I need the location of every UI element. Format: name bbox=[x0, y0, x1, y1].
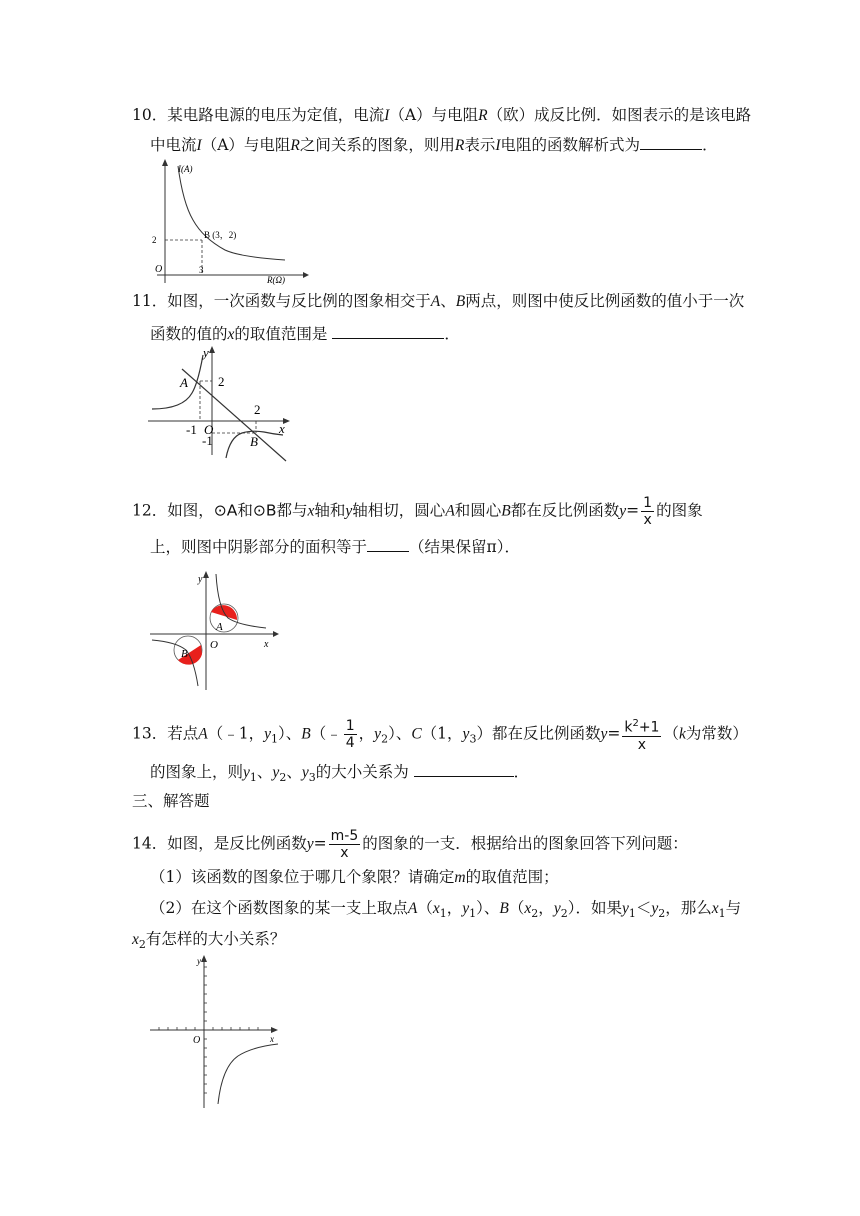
q11-graph bbox=[148, 345, 293, 465]
y-arrow-icon bbox=[203, 571, 209, 578]
q11-line2: 函数的值的x的取值范围是 ． bbox=[150, 322, 460, 346]
tick-x-3: 3 bbox=[199, 265, 204, 275]
x-label: x bbox=[270, 1034, 274, 1044]
q14-graph bbox=[148, 952, 288, 1112]
fraction-k2plus1-over-x: $\frac{k^2+1}{x}$ bbox=[624, 718, 660, 753]
y-label: y bbox=[203, 345, 209, 360]
x-axis-label: R(Ω) bbox=[267, 275, 285, 285]
y-arrow-icon bbox=[201, 955, 207, 962]
tick-x-2: 2 bbox=[254, 402, 261, 417]
answer-blank bbox=[414, 760, 514, 777]
hyperbola-branch bbox=[218, 1044, 278, 1104]
y-axis-label: I(A) bbox=[178, 164, 193, 174]
origin-label: O bbox=[210, 639, 218, 651]
answer-blank bbox=[367, 535, 409, 552]
x-arrow-icon bbox=[303, 272, 309, 278]
q12-line1: 12．如图，⊙A和⊙B都与x轴和y轴相切，圆心A和圆心B都在反比例函数y= $\frac{1}{x}$ 的图象 bbox=[132, 495, 703, 528]
q11-line1: 11．如图，一次函数与反比例的图象相交于A、B两点，则图中使反比例函数的值小于一次 bbox=[132, 292, 745, 310]
point-b-label: B bbox=[250, 434, 258, 449]
q13-line2: 的图象上，则$y_1$、$y_2$、$y_3$的大小关系为 ． bbox=[150, 760, 529, 789]
q10-graph bbox=[145, 158, 315, 283]
point-a-label: A bbox=[216, 621, 223, 633]
answer-blank bbox=[332, 322, 444, 339]
q10-line1: 10．某电路电源的电压为定值，电流I（A）与电阻R（欧）成反比例．如图表示的是该电路 bbox=[132, 106, 752, 124]
q14-sub1: （1）该函数的图象位于哪几个象限？请确定m的取值范围； bbox=[150, 868, 559, 886]
tick-y-neg1: -1 bbox=[202, 433, 213, 448]
y-arrow-icon bbox=[209, 346, 215, 353]
hyperbola-branch-left bbox=[152, 355, 203, 409]
y-label: y bbox=[198, 574, 203, 585]
origin-label: O bbox=[155, 264, 163, 275]
x-arrow-icon bbox=[273, 631, 279, 637]
x-label: x bbox=[264, 639, 269, 650]
answer-blank bbox=[640, 133, 702, 150]
linear-line bbox=[182, 369, 286, 461]
tick-y-2: 2 bbox=[152, 235, 157, 245]
q13-line1: 13．若点A（﹣1，$y_1$）、B（﹣ $\frac{1}{4}$ ，$y_2$）、C（1，$y_3$）都在反比例函数y= $\frac{k^2+1}{x}$ （k为常数） bbox=[132, 717, 748, 753]
y-arrow-icon bbox=[162, 159, 168, 166]
q10-line2: 中电流I（A）与电阻R之间关系的图象，则用R表示I电阻的函数解析式为 ． bbox=[150, 133, 718, 157]
origin-label: O bbox=[204, 422, 214, 437]
q12-line2: 上，则图中阴影部分的面积等于 （结果保留π）． bbox=[150, 535, 520, 558]
point-b-label: B bbox=[181, 648, 188, 660]
fraction-1-over-4: $\frac{1}{4}$ bbox=[345, 717, 355, 751]
q12-graph bbox=[148, 568, 283, 693]
point-a-label: A bbox=[180, 375, 188, 390]
q14-line3: $x_2$有怎样的大小关系？ bbox=[132, 930, 286, 952]
fraction-m-5-over-x: $\frac{m-5}{x}$ bbox=[330, 828, 359, 861]
origin-label: O bbox=[193, 1035, 201, 1046]
point-b-label: B (3，2) bbox=[204, 230, 237, 240]
q14-line1: 14．如图，是反比例函数y= $\frac{m-5}{x}$ 的图象的一支．根据给出的图象回答下列问题： bbox=[132, 828, 688, 861]
section-heading: 三、解答题 bbox=[132, 792, 210, 810]
q14-sub2: （2）在这个函数图象的某一支上取点$A(x_1$，$y_1$）、$B(x_2$，$y_2$）．如果$y_1<y_2$，那么$x_1$与 bbox=[150, 899, 742, 921]
fraction-1-over-x: $\frac{1}{x}$ bbox=[643, 495, 653, 528]
tick-y-2: 2 bbox=[218, 374, 225, 389]
x-label: x bbox=[279, 421, 285, 436]
y-label: y bbox=[197, 956, 201, 966]
tick-x-neg1: -1 bbox=[186, 422, 197, 437]
hyperbola-curve bbox=[178, 166, 285, 260]
hyperbola-branch-right bbox=[216, 574, 266, 628]
x-arrow-icon bbox=[271, 1027, 278, 1033]
